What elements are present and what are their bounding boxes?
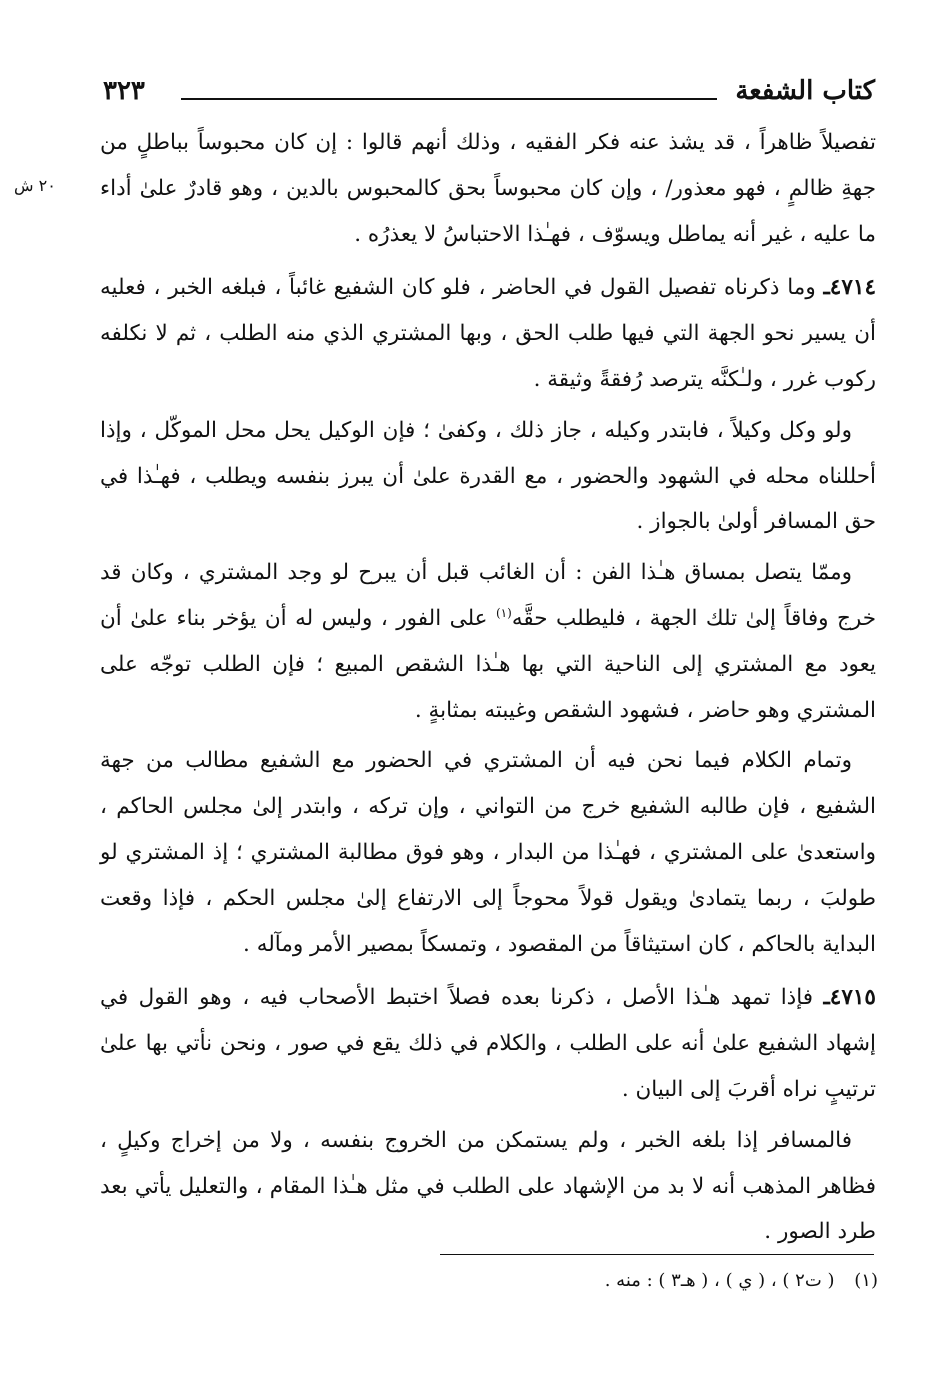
paragraph bbox=[100, 975, 876, 1112]
paragraph-text: وممّا يتصل بمساق هـٰذا الفن : أن الغائب قبل أن يبرح لو وجد المشتري ، وكان قد خرج وفاقاً إلىٰ تلك الجهة ، فليطلب حقَّه bbox=[100, 560, 876, 631]
footnote bbox=[118, 1270, 878, 1291]
paragraph-text: وتمام الكلام فيما نحن فيه أن المشتري في الحضور مع الشفيع مطالب من جهة الشفيع ، فإن طالبه الشفيع خرج من التواني ، وإن تركه ، وابتدر إلىٰ مجلس الحاكم ، واستعدىٰ على المشتري ، فهـٰذا من البدار ، وهو فوق مطالبة المشتري ؛ إذ المشتري لو طولبَ ، ربما يتمادىٰ ويقول قولاً محوجاً إلى الارتفاع إلىٰ مجلس الحكم ، فإذا وقعت البداية بالحاكم ، كان استيثاقاً من المقصود ، وتمسكاً بمصير الأمر ومآله . bbox=[100, 748, 876, 957]
paragraph bbox=[100, 1118, 876, 1255]
paragraph-text: فإذا تمهد هـٰذا الأصل ، ذكرنا بعده فصلاً اختبط الأصحاب فيه ، وهو القول في إشهاد الشفيع علىٰ أنه على الطلب ، والكلام في ذلك يقع في صور ، ونحن نأتي بها علىٰ ترتيبٍ نراه أقربَ إلى البيان . bbox=[100, 985, 876, 1102]
running-header bbox=[103, 74, 875, 124]
paragraph bbox=[100, 265, 876, 402]
main-text bbox=[100, 120, 876, 1255]
footnote-separator bbox=[440, 1254, 874, 1255]
paragraph-text: ولو وكل وكيلاً ، فابتدر وكيله ، جاز ذلك ، وكفىٰ ؛ فإن الوكيل يحل محل الموكّل ، وإذا أحللناه محله في الشهود والحضور ، مع القدرة علىٰ أن يبرز بنفسه ويطلب ، فهـٰذا في حق المسافر أولىٰ بالجواز . bbox=[100, 417, 876, 535]
paragraph bbox=[100, 738, 876, 967]
header-rule bbox=[181, 98, 717, 100]
paragraph-text: وما ذكرناه تفصيل القول في الحاضر ، فلو كان الشفيع غائباً ، فبلغه الخبر ، فعليه أن يسير نحو الجهة التي فيها طلب الحق ، وبها المشتري الذي منه الطلب ، ثم لا نكلفه ركوب غرر ، ولـٰكنَّه يترصد رُفقةً وثيقة . bbox=[100, 275, 876, 392]
footnote-reference[interactable]: (١) bbox=[495, 605, 512, 620]
issue-number: ٤٧١٥ـ bbox=[823, 985, 876, 1011]
issue-number: ٤٧١٤ـ bbox=[823, 275, 876, 301]
paragraph bbox=[100, 120, 876, 257]
margin-note: ٢٠ ش bbox=[14, 176, 56, 195]
paragraph bbox=[100, 408, 876, 545]
paragraph-text: تفصيلاً ظاهراً ، قد يشذ عنه فكر الفقيه ، وذلك أنهم قالوا : إن كان محبوساً بباطلٍ من جهةِ ظالمٍ ، فهو معذور/ ، وإن كان محبوساً بحق كالمحبوس بالدين ، وهو قادرٌ علىٰ أداء ما عليه ، غير أنه يماطل ويسوّف ، فهـٰذا الاحتباسُ لا يعذرُه . bbox=[100, 130, 876, 247]
paragraph-text: فالمسافر إذا بلغه الخبر ، ولم يستمكن من الخروج بنفسه ، ولا من إخراج وكيلٍ ، فظاهر المذهب أنه لا بد من الإشهاد على الطلب في مثل هـٰذا المقام ، والتعليل يأتي بعد طرد الصور . bbox=[100, 1127, 876, 1245]
paragraph-text: على الفور ، وليس له أن يؤخر بناء علىٰ أن يعود مع المشتري إلى الناحية التي بها هـٰذا الشقص المبيع ؛ فإن الطلب توجّه على المشتري وهو حاضر ، فشهود الشقص وغيبته بمثابةٍ . bbox=[100, 605, 876, 723]
footnote-text: ( ت٢ ) ، ( ي ) ، ( هـ٣ ) : منه . bbox=[604, 1270, 835, 1291]
footnote-number: (١) bbox=[854, 1270, 878, 1291]
chapter-title: كتاب الشفعة bbox=[735, 76, 875, 106]
page-number: ٣٢٣ bbox=[103, 76, 145, 106]
paragraph bbox=[100, 550, 876, 733]
